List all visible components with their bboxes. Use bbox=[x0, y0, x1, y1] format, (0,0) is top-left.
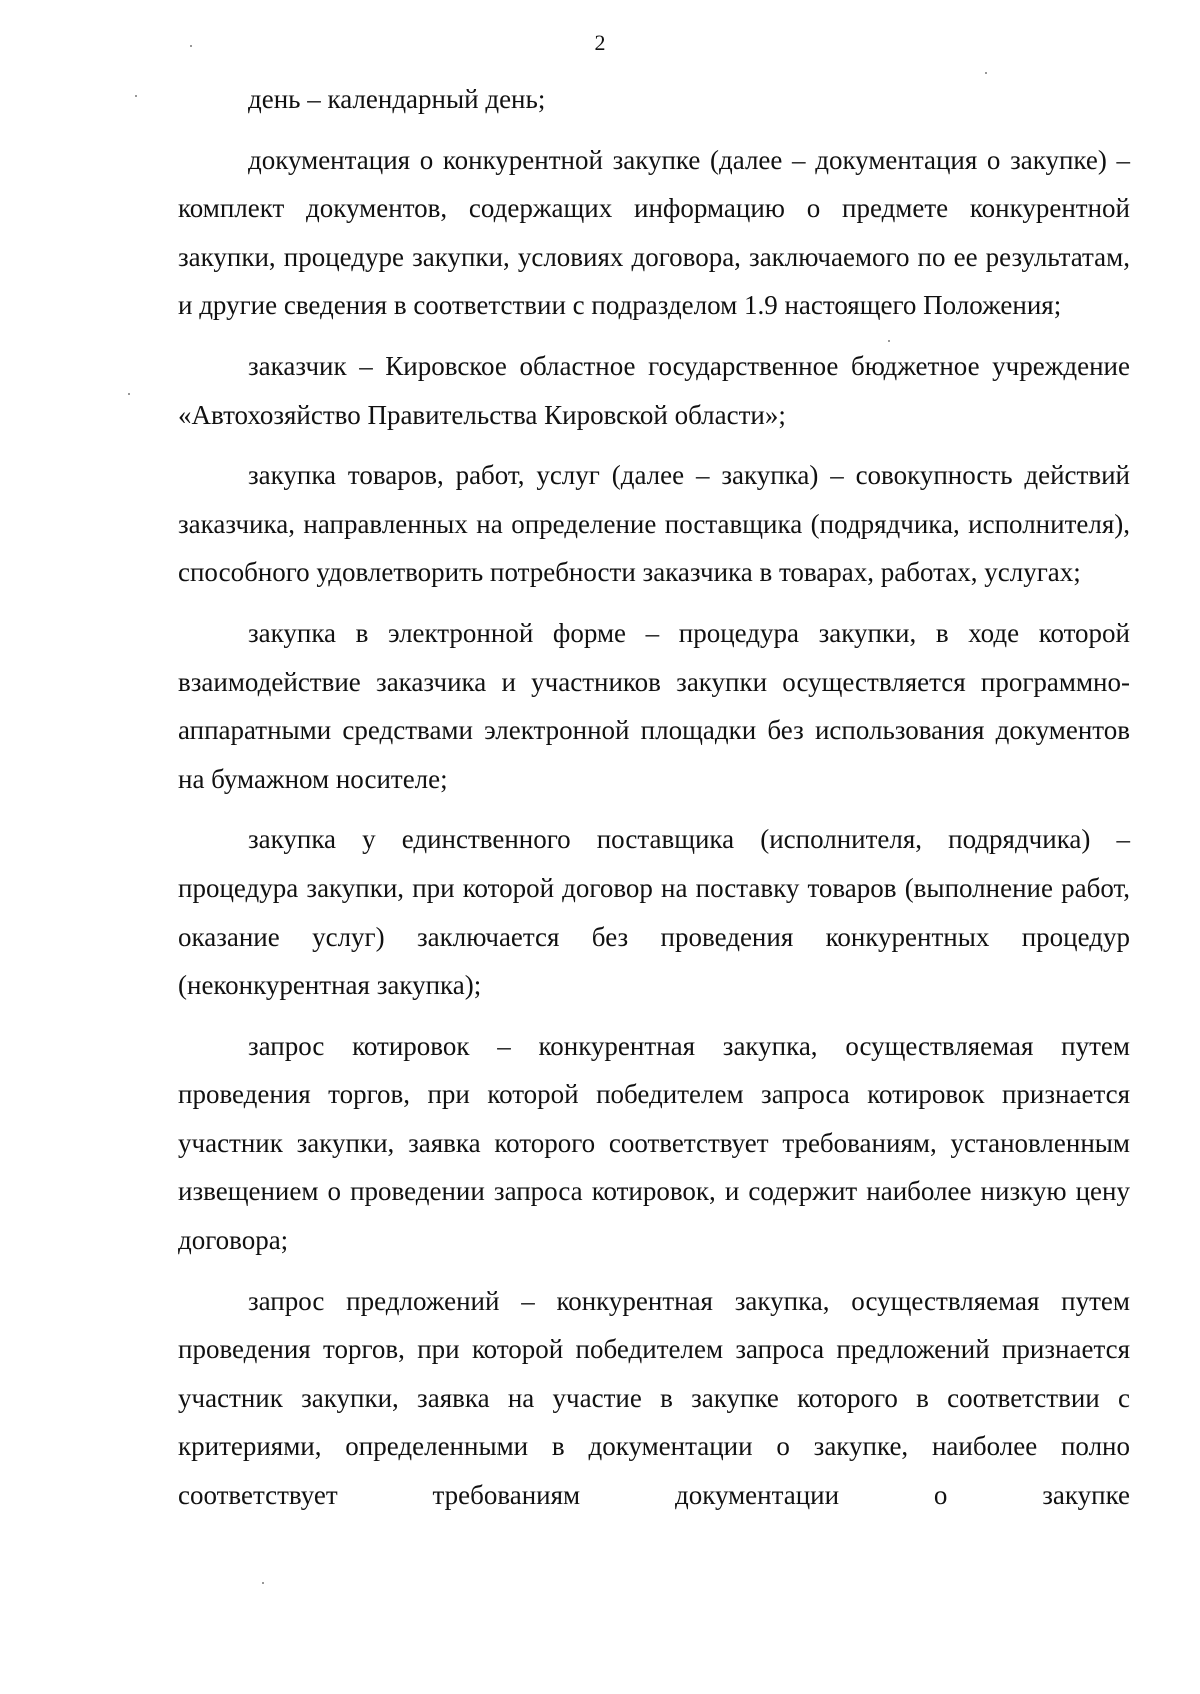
definition-paragraph-single-supplier: закупка у единственного поставщика (исполнителя, подрядчика) – процедура закупки, при которой договор на поставку товаров (выполнение работ, оказание услуг) заключается без проведения конкурентных процедур (неконкурентная закупка); bbox=[178, 824, 1130, 1001]
document-body bbox=[178, 75, 1130, 1532]
scan-speck bbox=[888, 340, 890, 342]
definition-paragraph-documentation: документация о конкурентной закупке (далее – документация о закупке) – комплект документов, содержащих информацию о предмете конкурентной закупки, процедуре закупки, условиях договора, заключаемого по ее результатам, и другие сведения в соответствии с подразделом 1.9 настоящего Положения; bbox=[178, 144, 1130, 321]
definition-paragraph-request-proposals: запрос предложений – конкурентная закупка, осуществляемая путем проведения торгов, при которой победителем запроса предложений признается участник закупки, заявка на участие в закупке которого в соответствии с критериями, определенными в документации о закупке, наиболее полно соответствует требованиям документации о закупке bbox=[178, 1285, 1130, 1511]
definition-paragraph-day: день – календарный день; bbox=[248, 84, 546, 114]
definition-paragraph-request-quotations: запрос котировок – конкурентная закупка, осуществляемая путем проведения торгов, при которой победителем запроса котировок признается участник закупки, заявка которого соответствует требованиям, установленным извещением о проведении запроса котировок, и содержит наиболее низкую цену договора; bbox=[178, 1030, 1130, 1256]
definition-paragraph-customer: заказчик – Кировское областное государственное бюджетное учреждение «Автохозяйство Правительства Кировской области»; bbox=[178, 350, 1130, 430]
definition-paragraph-electronic-procurement: закупка в электронной форме – процедура закупки, в ходе которой взаимодействие заказчика и участников закупки осуществляется программно-аппаратными средствами электронной площадки без использования документов на бумажном носителе; bbox=[178, 617, 1130, 794]
scan-speck bbox=[128, 393, 130, 395]
scan-speck bbox=[190, 45, 192, 47]
definition-paragraph-procurement: закупка товаров, работ, услуг (далее – закупка) – совокупность действий заказчика, направленных на определение поставщика (подрядчика, исполнителя), способного удовлетворить потребности заказчика в товарах, работах, услугах; bbox=[178, 460, 1130, 588]
scan-speck bbox=[135, 95, 137, 97]
page-number: 2 bbox=[594, 30, 606, 55]
scan-speck bbox=[985, 72, 987, 74]
scan-speck bbox=[262, 1582, 264, 1584]
